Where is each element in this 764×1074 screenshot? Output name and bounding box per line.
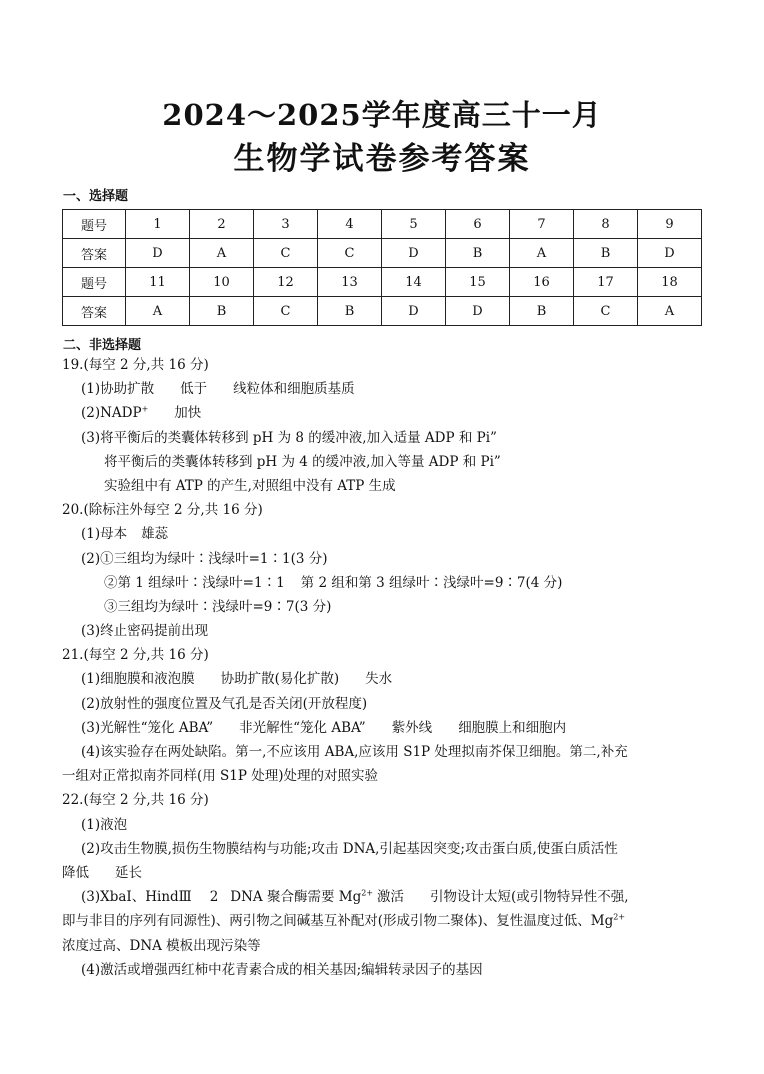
table-cell-question-number: 2 xyxy=(190,210,254,239)
q22-part3-line2 xyxy=(62,909,710,933)
q21-part3-answer-c: 紫外线 xyxy=(391,719,433,736)
q21-part3-answer-a: (3)光解性“笼化 ABA” xyxy=(81,719,214,736)
answer-table xyxy=(62,209,702,326)
table-cell-question-number: 7 xyxy=(510,210,574,239)
table-header-question-label: 题号 xyxy=(63,268,126,297)
table-cell-question-number: 5 xyxy=(382,210,446,239)
table-cell-answer: D xyxy=(382,297,446,326)
table-cell-question-number: 11 xyxy=(126,268,190,297)
table-header-answer-label: 答案 xyxy=(63,239,126,268)
q22-part3-line1 xyxy=(62,885,710,909)
q19-part2-superscript: + xyxy=(141,404,149,414)
q19-part3-line1: (3)将平衡后的类囊体转移到 pH 为 8 的缓冲液,加入适量 ADP 和 Pi” xyxy=(81,429,497,446)
q20-part2-line3: ③三组均为绿叶∶浅绿叶=9∶7(3 分) xyxy=(104,598,332,615)
table-cell-answer: C xyxy=(318,239,382,268)
q21-part1-answer-a: (1)细胞膜和液泡膜 xyxy=(81,671,195,688)
q20-part1-answer-a: (1)母本 xyxy=(81,526,128,543)
table-cell-question-number: 17 xyxy=(574,268,638,297)
table-cell-answer: A xyxy=(510,239,574,268)
table-cell-question-number: 1 xyxy=(126,210,190,239)
table-cell-question-number: 12 xyxy=(254,268,318,297)
table-row-answers xyxy=(63,297,702,326)
table-cell-answer: B xyxy=(574,239,638,268)
q22-heading: 22.(每空 2 分,共 16 分) xyxy=(62,792,209,809)
table-cell-question-number: 4 xyxy=(318,210,382,239)
q20-part2-line2-a: ②第 1 组绿叶∶浅绿叶=1∶1 xyxy=(104,574,285,591)
table-cell-answer: B xyxy=(446,239,510,268)
table-row-answers xyxy=(63,239,702,268)
q19-part1-answer-c: 线粒体和细胞质基质 xyxy=(233,381,355,398)
table-cell-answer: C xyxy=(574,297,638,326)
q19-part1-answer-a: (1)协助扩散 xyxy=(81,381,155,398)
q22-part3-superscript-1: 2+ xyxy=(361,888,374,898)
table-cell-answer: B xyxy=(510,297,574,326)
q21-part2: (2)放射性的强度位置及气孔是否关闭(开放程度) xyxy=(81,695,368,712)
q20-part3: (3)终止密码提前出现 xyxy=(81,623,209,640)
q20-part2-line1: (2)①三组均为绿叶∶浅绿叶=1∶1(3 分) xyxy=(81,550,328,567)
table-cell-answer: B xyxy=(318,297,382,326)
q22-part2-answer-a: 降低 xyxy=(62,864,89,881)
q19-part1-answer-b: 低于 xyxy=(180,381,208,398)
q21-part1 xyxy=(62,667,710,691)
q21-heading: 21.(每空 2 分,共 16 分) xyxy=(62,647,209,664)
table-cell-question-number: 9 xyxy=(638,210,702,239)
q22-part3-count: 2 xyxy=(209,889,219,906)
q21-part4-line1: (4)该实验存在两处缺陷。第一,不应该用 ABA,应该用 S1P 处理拟南芥保卫细胞。第二,补充 xyxy=(81,744,628,760)
answer-content xyxy=(62,353,710,982)
q20-part1 xyxy=(62,522,710,546)
table-cell-answer: A xyxy=(190,239,254,268)
q20-part1-answer-b: 雄蕊 xyxy=(141,526,169,543)
q22-part3-primer: 引物设计太短(或引物特异性不强, xyxy=(430,889,629,906)
table-row-numbers xyxy=(63,210,702,239)
table-cell-answer: D xyxy=(382,239,446,268)
table-cell-question-number: 14 xyxy=(382,268,446,297)
q20-heading: 20.(除标注外每空 2 分,共 16 分) xyxy=(62,502,263,519)
q22-part3-activate: 激活 xyxy=(377,889,405,906)
q19-part2-answer-b: 加快 xyxy=(174,405,202,422)
q19-heading: 19.(每空 2 分,共 16 分) xyxy=(62,357,209,373)
q19-part3-line3: 实验组中有 ATP 的产生,对照组中没有 ATP 生成 xyxy=(104,477,396,494)
table-cell-question-number: 8 xyxy=(574,210,638,239)
q22-part3-line2-text: 即与非目的序列有同源性)、两引物之间碱基互补配对(形成引物二聚体)、复性温度过低、Mg xyxy=(62,913,614,930)
table-cell-question-number: 6 xyxy=(446,210,510,239)
table-cell-answer: D xyxy=(446,297,510,326)
table-cell-answer: B xyxy=(190,297,254,326)
table-cell-answer: D xyxy=(638,239,702,268)
table-cell-question-number: 16 xyxy=(510,268,574,297)
q21-part1-answer-b: 协助扩散(易化扩散) xyxy=(220,671,340,688)
q19-part1 xyxy=(62,377,710,401)
q21-part3 xyxy=(62,716,710,740)
q22-part2-answer-b: 延长 xyxy=(115,864,142,881)
table-header-question-label: 题号 xyxy=(63,210,126,239)
q21-part1-answer-c: 失水 xyxy=(365,671,393,688)
q19-part2 xyxy=(62,401,710,425)
section-heading-nonchoice: 二、非选择题 xyxy=(63,338,142,353)
q22-part3-enzymes: (3)XbaⅠ、HindⅢ xyxy=(81,889,192,906)
table-cell-question-number: 10 xyxy=(190,268,254,297)
q22-part4: (4)激活或增强西红柿中花青素合成的相关基因;编辑转录因子的基因 xyxy=(81,961,483,978)
q22-part3-line3: 浓度过高、DNA 模板出现污染等 xyxy=(62,937,261,954)
table-cell-question-number: 18 xyxy=(638,268,702,297)
q22-part2-line2 xyxy=(62,861,710,885)
table-cell-question-number: 3 xyxy=(254,210,318,239)
table-cell-answer: C xyxy=(254,239,318,268)
table-cell-question-number: 15 xyxy=(446,268,510,297)
page-title-line1: 2024～2025学年度高三十一月 xyxy=(162,98,602,132)
table-cell-answer: D xyxy=(126,239,190,268)
q21-part3-answer-d: 细胞膜上和细胞内 xyxy=(458,719,567,736)
q21-part3-answer-b: 非光解性“笼化 ABA” xyxy=(239,719,366,736)
table-cell-answer: C xyxy=(254,297,318,326)
table-cell-answer: A xyxy=(126,297,190,326)
q22-part1: (1)液泡 xyxy=(81,816,128,833)
q20-part2-line2-b: 第 2 组和第 3 组绿叶∶浅绿叶=9∶7(4 分) xyxy=(300,574,563,591)
page-title-line2: 生物学试卷参考答案 xyxy=(233,141,531,177)
q19-part2-answer-a: (2)NADP xyxy=(81,405,142,422)
q22-part3-polymerase: DNA 聚合酶需要 Mg xyxy=(230,889,362,906)
q21-part4-line2: 一组对正常拟南芥同样(用 S1P 处理)处理的对照实验 xyxy=(62,768,379,785)
q22-part3-superscript-2: 2+ xyxy=(613,912,626,922)
section-heading-choice: 一、选择题 xyxy=(63,189,129,204)
table-cell-question-number: 13 xyxy=(318,268,382,297)
table-row-numbers xyxy=(63,268,702,297)
q19-part3-line2: 将平衡后的类囊体转移到 pH 为 4 的缓冲液,加入等量 ADP 和 Pi” xyxy=(104,453,501,470)
q22-part2-line1: (2)攻击生物膜,损伤生物膜结构与功能;攻击 DNA,引起基因突变;攻击蛋白质,使蛋白质活性 xyxy=(81,840,618,857)
q20-part2-line2 xyxy=(62,571,710,595)
table-header-answer-label: 答案 xyxy=(63,297,126,326)
table-cell-answer: A xyxy=(638,297,702,326)
